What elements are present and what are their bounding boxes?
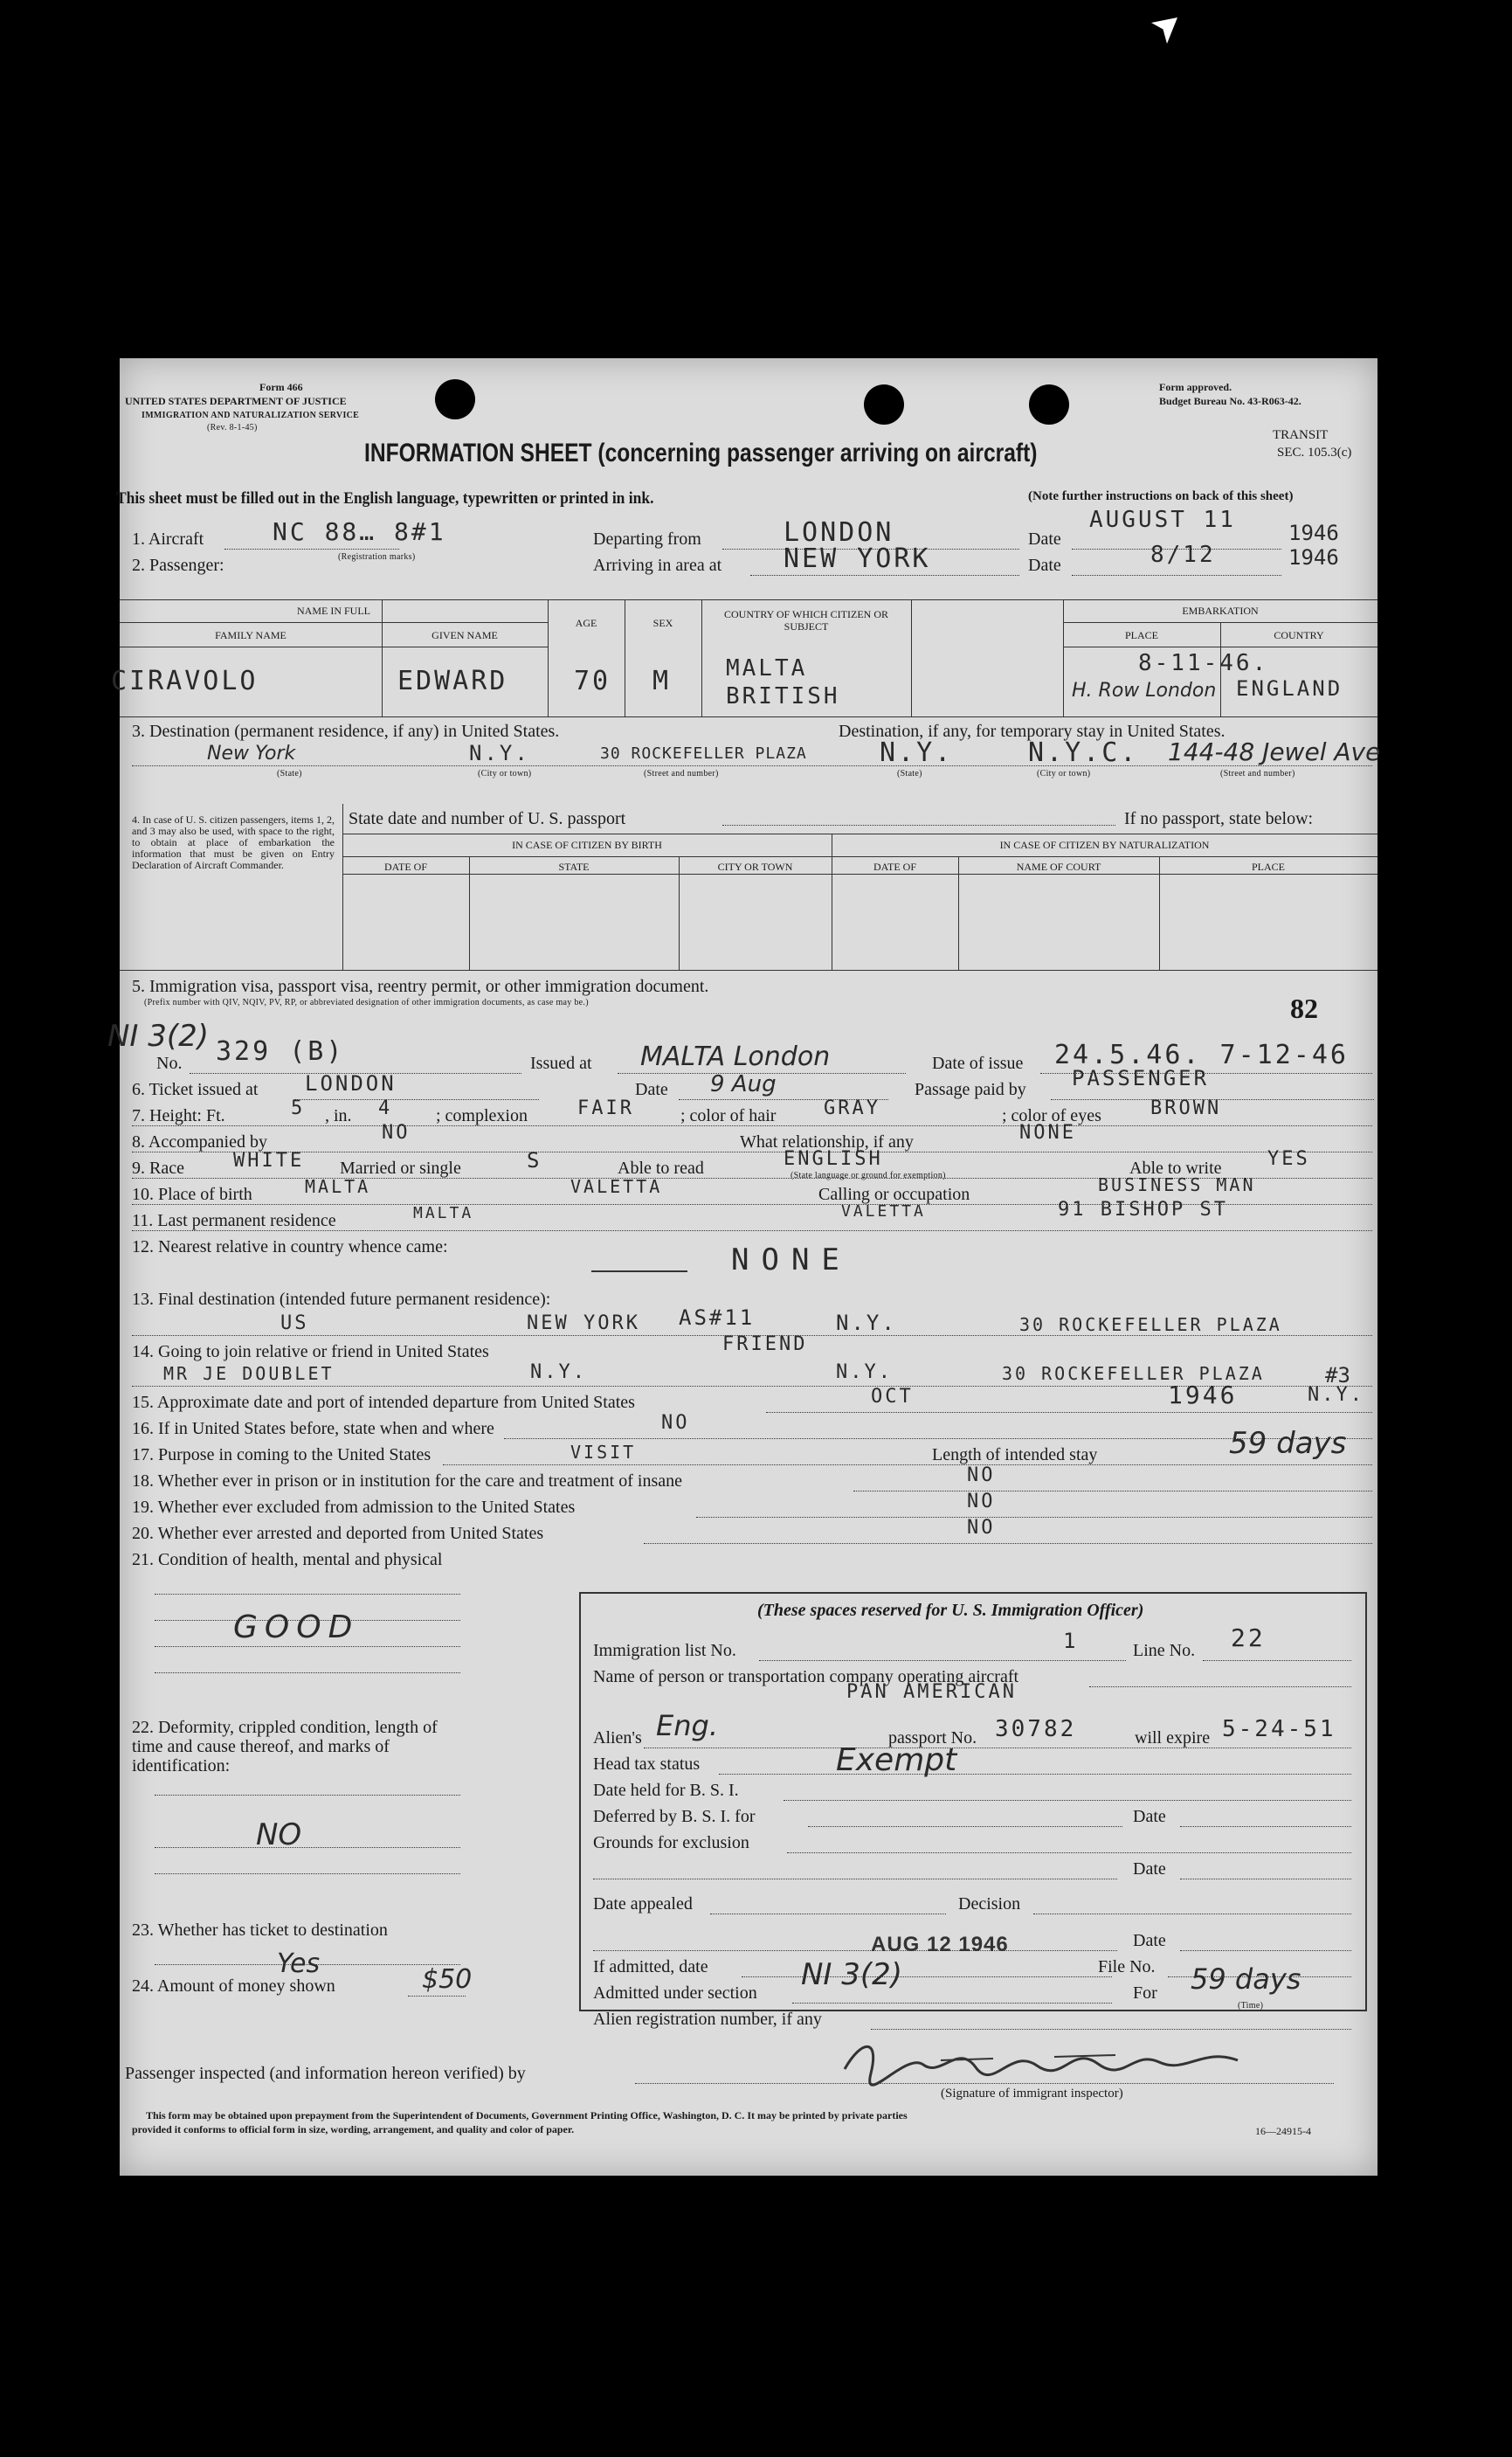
family-name-value: CIRAVOLO (111, 666, 259, 696)
item13-state: N.Y. (836, 1311, 897, 1335)
list-no-label: Immigration list No. (593, 1641, 736, 1660)
grounds-date-label: Date (1133, 1859, 1166, 1879)
item10-calling: BUSINESS MAN (1098, 1174, 1256, 1195)
arriving-value: NEW YORK (784, 543, 931, 574)
item9-married: S (527, 1148, 542, 1173)
item7-hair: GRAY (824, 1097, 880, 1119)
item14-state: N.Y. (530, 1361, 587, 1383)
aircraft-value: NC 88… 8#1 (273, 517, 446, 546)
item18-value: NO (967, 1464, 996, 1486)
name-in-full-header: NAME IN FULL (297, 605, 370, 617)
aircraft-label: 1. Aircraft (132, 529, 204, 549)
sex-value: M (652, 666, 672, 696)
item23-value: Yes (277, 1948, 321, 1979)
embark-place-2: H. Row London (1072, 680, 1217, 702)
citizen-value-1: MALTA (726, 655, 808, 682)
item9-read: ENGLISH (784, 1148, 883, 1170)
dest-street: 30 ROCKEFELLER PLAZA (600, 744, 807, 763)
arriving-label: Arriving in area at (593, 556, 722, 575)
item16-label: 16. If in United States before, state when and where (132, 1419, 494, 1438)
item24-value: $50 (422, 1964, 473, 1995)
deferred-label: Deferred by B. S. I. for (593, 1807, 756, 1826)
item17-label: 17. Purpose in coming to the United States (132, 1445, 432, 1464)
punch-hole-1 (435, 379, 475, 419)
item20-label: 20. Whether ever arrested and deported from United States (132, 1524, 544, 1543)
temp-street: 144-48 Jewel Ave (1168, 737, 1381, 766)
state-caption: (State) (277, 769, 302, 779)
line-no-label: Line No. (1133, 1641, 1196, 1660)
place-header: PLACE (1124, 629, 1158, 641)
department: UNITED STATES DEPARTMENT OF JUSTICE (125, 395, 347, 407)
item14-label: 14. Going to join relative or friend in United States (132, 1342, 489, 1361)
page-title: INFORMATION SHEET (concerning passenger arriving on aircraft) (364, 439, 1038, 467)
footer-note-2: provided it conforms to official form in size, wording, arrangement, and quality and color of paper. (132, 2123, 575, 2135)
item10-label: 10. Place of birth (132, 1185, 252, 1204)
punch-hole-3 (1029, 384, 1069, 425)
item10-country: MALTA (305, 1176, 371, 1197)
sec-stamp: SEC. 105.3(c) (1277, 446, 1352, 460)
line-no-value: 22 (1231, 1623, 1266, 1652)
dest-city: N.Y. (469, 741, 530, 765)
date-of-header: DATE OF (383, 861, 427, 873)
item8-value: NO (382, 1122, 411, 1144)
sex-header: SEX (652, 617, 673, 629)
item14-value: FRIEND (722, 1333, 808, 1355)
for-value: 59 days (1191, 1962, 1301, 1996)
year1-value: 1946 (1288, 521, 1339, 545)
item10-city: VALETTA (570, 1176, 663, 1197)
item24-label: 24. Amount of money shown (132, 1976, 335, 1996)
item11-label: 11. Last permanent residence (132, 1211, 336, 1230)
item11-street: 91 BISHOP ST (1058, 1199, 1228, 1221)
date2-label: Date (1028, 556, 1061, 575)
footer-note-1: This form may be obtained upon prepayment from the Superintendent of Documents, Government Printing Office, Washington, D. C. It may be printed by private parties (146, 2109, 908, 2121)
information-sheet (107, 358, 1381, 2176)
item7-eyes: BROWN (1150, 1097, 1222, 1119)
for-label: For (1133, 1983, 1157, 2003)
item8-label: 8. Accompanied by (132, 1132, 267, 1152)
date2-value: 8/12 (1150, 542, 1216, 568)
item17-value: VISIT (570, 1442, 637, 1463)
passport-label: State date and number of U. S. passport (349, 809, 626, 828)
item7-eyes-label: ; color of eyes (1002, 1106, 1101, 1125)
item20-value: NO (967, 1517, 996, 1539)
embark-country: ENGLAND (1236, 676, 1343, 701)
date-of-header-2: DATE OF (873, 861, 916, 873)
no-passport-label: If no passport, state below: (1124, 809, 1314, 828)
citizen-header: COUNTRY OF WHICH CITIZEN OR SUBJECT (724, 608, 888, 633)
item16-value: NO (661, 1412, 690, 1434)
revision: (Rev. 8-1-45) (207, 423, 258, 433)
carrier-value: PAN AMERICAN (846, 1681, 1017, 1703)
time-caption: (Time) (1238, 2001, 1264, 2011)
name-court-header: NAME OF COURT (1016, 861, 1101, 873)
instruction: This sheet must be filled out in the English language, typewritten or printed in ink. (116, 489, 654, 508)
item7-in-label: , in. (325, 1106, 352, 1125)
temp-state: N.Y. (880, 737, 954, 768)
city-caption: (City or town) (478, 769, 532, 779)
item8-rel: NONE (1019, 1122, 1076, 1144)
footer-code: 16—24915-4 (1255, 2125, 1311, 2137)
item5-label: 5. Immigration visa, passport visa, reentry permit, or other immigration document. (132, 977, 709, 996)
item15-month: OCT (871, 1386, 914, 1408)
item14-city: N.Y. (836, 1361, 893, 1383)
carrier-label: Name of person or transportation company operating aircraft (593, 1667, 1019, 1686)
given-name-value: EDWARD (397, 666, 508, 696)
budget-bureau: Budget Bureau No. 43-R063-42. (1159, 395, 1301, 407)
citizen-value-2: BRITISH (726, 683, 840, 709)
item19-value: NO (967, 1491, 996, 1512)
item13-label: 13. Final destination (intended future permanent residence): (132, 1290, 551, 1309)
item6-paid: PASSENGER (1072, 1066, 1210, 1090)
item6-paid-label: Passage paid by (915, 1080, 1026, 1099)
issued-at-value: MALTA London (640, 1042, 831, 1072)
expire-label: will expire (1135, 1728, 1211, 1748)
item15-label: 15. Approximate date and port of intended departure from United States (132, 1393, 635, 1412)
item9-read-caption: (State language or ground for exemption) (791, 1171, 946, 1180)
item7-label: 7. Height: Ft. (132, 1106, 225, 1125)
item18-label: 18. Whether ever in prison or in institution for the care and treatment of insane (132, 1471, 682, 1491)
aliens-label: Alien's (593, 1728, 642, 1748)
inspector-signature (836, 2034, 1273, 2087)
head-tax-value: Exempt (836, 1742, 957, 1778)
item15-year: 1946 (1168, 1381, 1238, 1409)
date-issue-value: 24.5.46. 7-12-46 (1054, 1040, 1349, 1070)
item7-complexion-label: ; complexion (436, 1106, 528, 1125)
date3-label: Date (1133, 1931, 1166, 1950)
item15-port: N.Y. (1308, 1384, 1364, 1406)
item8-rel-label: What relationship, if any (740, 1132, 914, 1152)
file-no-label: File No. (1098, 1957, 1156, 1976)
item10-calling-label: Calling or occupation (818, 1185, 970, 1204)
passenger-label: 2. Passenger: (132, 556, 224, 575)
item4-label: 4. In case of U. S. citizen passengers, items 1, 2, and 3 may also be used, with space to the right, to obtain at place of embarkation the information that must be given on Entry Declaration of Aircraft Commander. (132, 813, 335, 871)
passport-no-label: passport No. (888, 1728, 977, 1748)
item9-read-label: Able to read (618, 1159, 704, 1178)
item6-value: LONDON (305, 1071, 397, 1096)
aliens-value: Eng. (656, 1709, 718, 1742)
temp-destination-label: Destination, if any, for temporary stay in United States. (839, 722, 1225, 741)
date-issue-label: Date of issue (932, 1054, 1024, 1073)
item14-street: 30 ROCKEFELLER PLAZA (1002, 1363, 1265, 1384)
signature-caption: (Signature of immigrant inspector) (941, 2087, 1123, 2101)
deferred-date-label: Date (1133, 1807, 1166, 1826)
section-label: Admitted under section (593, 1983, 757, 2003)
grounds-label: Grounds for exclusion (593, 1833, 749, 1852)
embarkation-header: EMBARKATION (1182, 605, 1259, 617)
transit-stamp: TRANSIT (1273, 428, 1329, 442)
visa-no-label: No. (156, 1054, 183, 1073)
item13-country: US (280, 1312, 309, 1334)
city-town-header: CITY OR TOWN (717, 861, 793, 873)
place-header-2: PLACE (1251, 861, 1285, 873)
note-back: (Note further instructions on back of this sheet) (1028, 489, 1294, 503)
item22-label: 22. Deformity, crippled condition, length of time and cause thereof, and marks of identification: (132, 1718, 438, 1775)
item11-city: VALETTA (841, 1202, 926, 1221)
passport-no-value: 30782 (995, 1716, 1077, 1742)
departing-label: Departing from (593, 529, 701, 549)
year2-value: 1946 (1288, 545, 1339, 570)
item12-value: NONE (731, 1242, 852, 1277)
by-nat-header: IN CASE OF CITIZEN BY NATURALIZATION (999, 839, 1210, 851)
punch-hole-2 (864, 384, 904, 425)
item14-extra: #3 (1325, 1363, 1350, 1388)
admitted-label: If admitted, date (593, 1957, 708, 1976)
item13-note: AS#11 (679, 1305, 756, 1330)
alien-reg-label: Alien registration number, if any (593, 2010, 822, 2029)
state-header: STATE (558, 861, 590, 873)
item23-label: 23. Whether has ticket to destination (132, 1921, 388, 1940)
item19-label: 19. Whether ever excluded from admission to the United States (132, 1498, 576, 1517)
form-number: Form 466 (259, 381, 303, 393)
temp-city: N.Y.C. (1028, 737, 1139, 768)
decision-label: Decision (958, 1894, 1021, 1914)
head-tax-label: Head tax status (593, 1755, 701, 1774)
item21-label: 21. Condition of health, mental and physical (132, 1550, 443, 1569)
item22-value: NO (256, 1817, 302, 1852)
state-caption-2: (State) (897, 769, 922, 779)
date1-label: Date (1028, 529, 1061, 549)
date-bsi-label: Date held for B. S. I. (593, 1781, 739, 1800)
street-caption-2: (Street and number) (1220, 769, 1295, 779)
item13-street: 30 ROCKEFELLER PLAZA (1019, 1314, 1282, 1335)
item5-sub: (Prefix number with QIV, NQIV, PV, RP, or abbreviated designation of other immigration documents, as case may be.) (144, 998, 589, 1007)
appealed-label: Date appealed (593, 1894, 693, 1914)
issued-at-label: Issued at (530, 1054, 592, 1073)
item9-race: WHITE (233, 1150, 305, 1172)
embark-place-1: 8-11-46. (1138, 650, 1269, 676)
city-caption-2: (City or town) (1037, 769, 1091, 779)
corner-mark (1151, 17, 1177, 44)
country-header: COUNTRY (1274, 629, 1324, 641)
item21-value: GOOD (233, 1609, 360, 1645)
expire-value: 5-24-51 (1222, 1716, 1336, 1742)
item7-feet: 5 (291, 1097, 306, 1119)
item5-number: 82 (1290, 993, 1318, 1024)
item7-complexion: FAIR (577, 1097, 634, 1119)
item6-date-label: Date (635, 1080, 668, 1099)
age-header: AGE (575, 617, 597, 629)
officer-title: (These spaces reserved for U. S. Immigration Officer) (757, 1601, 1144, 1620)
item17-length: 59 days (1229, 1426, 1347, 1461)
item11-country: MALTA (413, 1204, 474, 1222)
item9-write-label: Able to write (1129, 1159, 1222, 1178)
list-no-value: 1 (1063, 1629, 1079, 1653)
street-caption: (Street and number) (644, 769, 719, 779)
item7-hair-label: ; color of hair (680, 1106, 777, 1125)
visa-prefix: NI 3(2) (107, 1019, 210, 1054)
dest-state: New York (207, 743, 296, 765)
service: IMMIGRATION AND NATURALIZATION SERVICE (142, 411, 360, 420)
departing-value: LONDON (784, 517, 894, 548)
date1-value: AUGUST 11 (1089, 507, 1236, 533)
item6-label: 6. Ticket issued at (132, 1080, 259, 1099)
given-name-header: GIVEN NAME (432, 629, 498, 641)
item13-city: NEW YORK (527, 1312, 640, 1334)
section-value: NI 3(2) (801, 1957, 903, 1992)
visa-no-value: 329 (B) (216, 1036, 345, 1067)
inspected-label: Passenger inspected (and information hereon verified) by (125, 2064, 526, 2083)
item6-date: 9 Aug (710, 1071, 777, 1097)
item9-married-label: Married or single (340, 1159, 461, 1178)
destination-label: 3. Destination (permanent residence, if any) in United States. (132, 722, 560, 741)
item17-length-label: Length of intended stay (932, 1445, 1098, 1464)
age-value: 70 (574, 666, 611, 696)
item9-label: 9. Race (132, 1159, 184, 1178)
form-approved: Form approved. (1159, 381, 1232, 393)
item9-write: YES (1267, 1148, 1310, 1170)
by-birth-header: IN CASE OF CITIZEN BY BIRTH (512, 839, 662, 851)
reg-caption: (Registration marks) (338, 552, 416, 562)
family-name-header: FAMILY NAME (215, 629, 287, 641)
item14-name: MR JE DOUBLET (163, 1363, 335, 1384)
item7-inches: 4 (378, 1097, 393, 1119)
admission-stamp: AUG 12 1946 (871, 1933, 1009, 1956)
item12-label: 12. Nearest relative in country whence came: (132, 1237, 448, 1256)
